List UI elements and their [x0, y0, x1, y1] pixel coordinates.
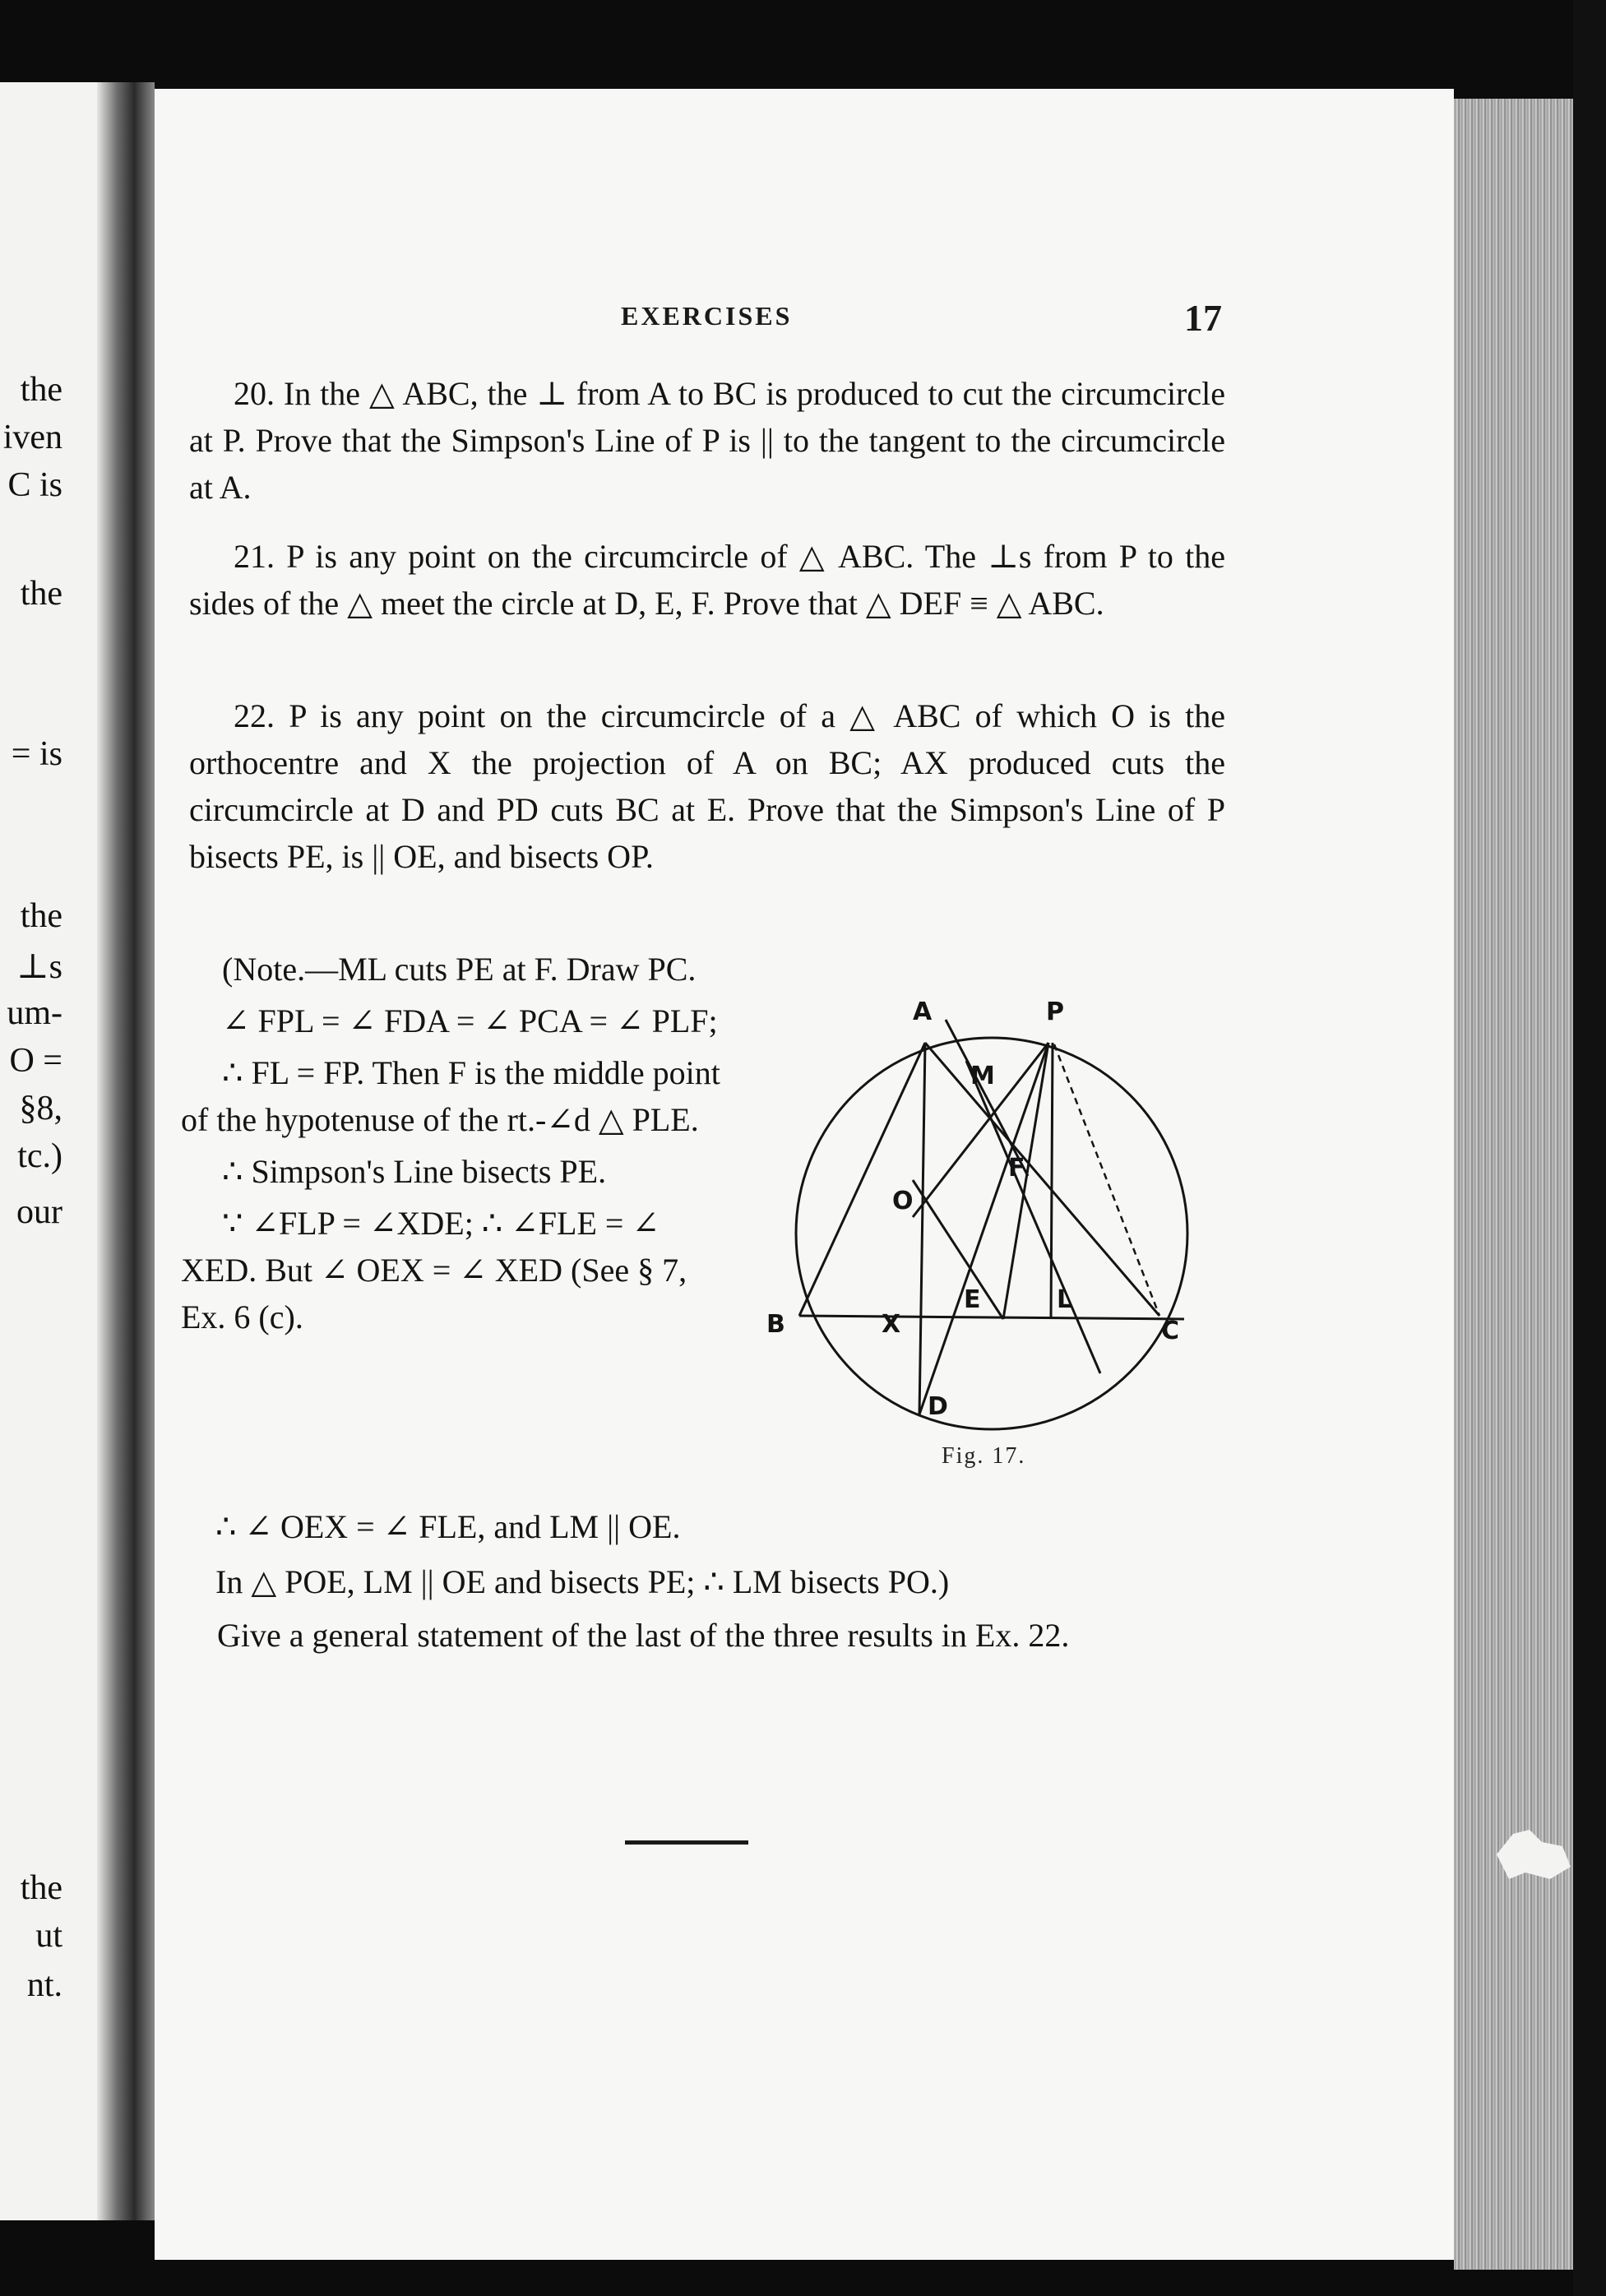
- left-page-fragment: ut: [35, 1917, 62, 1955]
- line-OE: [913, 1180, 1003, 1319]
- left-page-fragment: O =: [9, 1042, 62, 1080]
- exercise-number: 21.: [234, 538, 275, 575]
- exercise-text: P is any point on the circumcircle of △ ABC. The ⊥s from P to the sides of the △ meet the circle at D, E, F. Prove that △ DEF ≡ △ ABC.: [189, 538, 1226, 622]
- label-E: E: [964, 1285, 981, 1314]
- running-head: EXERCISES: [621, 301, 793, 331]
- page-number: 17: [1184, 297, 1222, 339]
- note-line: ∴ FL = FP. Then F is the middle point of the hypotenuse of the rt.-∠d △ PLE.: [181, 1054, 720, 1138]
- exercise-20: [189, 370, 1225, 511]
- left-page-fragment: the: [20, 575, 62, 613]
- left-page-fragment: C is: [7, 466, 62, 504]
- label-A: A: [913, 998, 933, 1026]
- figure-caption: Fig. 17.: [942, 1443, 1026, 1469]
- note-line: ∠ FPL = ∠ FDA = ∠ PCA = ∠ PLF;: [222, 1002, 718, 1039]
- label-F: F: [1008, 1154, 1025, 1183]
- label-L: L: [1057, 1285, 1073, 1314]
- exercise-number: 20.: [234, 375, 275, 412]
- note-line: ∵ ∠FLP = ∠XDE; ∴ ∠FLE = ∠ XED. But ∠ OEX = ∠ XED (See § 7, Ex. 6 (c).: [181, 1205, 687, 1335]
- note-continuation: [215, 1503, 1219, 1605]
- exercise-21: [189, 533, 1225, 627]
- side-AB: [799, 1043, 925, 1316]
- left-page-fragment: nt.: [26, 1966, 62, 2004]
- closing-question: Give a general statement of the last of the three results in Ex. 22.: [217, 1617, 1070, 1654]
- left-page-fragment: §8,: [19, 1090, 62, 1127]
- left-page-fragment: the: [20, 1869, 62, 1907]
- label-B: B: [766, 1310, 785, 1339]
- note-line: ∴ ∠ OEX = ∠ FLE, and LM || OE.: [215, 1508, 681, 1545]
- side-BC: [799, 1316, 1184, 1319]
- background-dark: [1573, 0, 1606, 2296]
- line-from-A: [946, 1020, 1028, 1176]
- exercise-number: 22.: [234, 697, 275, 734]
- end-rule: [625, 1840, 748, 1845]
- geometry-figure: [757, 987, 1217, 1447]
- torn-paper-fragment: [1493, 1822, 1575, 1887]
- circumcircle: [796, 1038, 1187, 1429]
- label-X: X: [882, 1310, 901, 1339]
- line-ML: [966, 1061, 1100, 1373]
- left-page-fragment: = is: [11, 735, 62, 773]
- book-gutter: [97, 82, 155, 2220]
- left-page-fragment: um-: [7, 994, 62, 1032]
- left-page-fragment: tc.): [17, 1137, 62, 1175]
- label-M: M: [970, 1062, 995, 1090]
- exercise-text: In the △ ABC, the ⊥ from A to BC is produced to cut the circumcircle at P. Prove that the Simpson's Line of P is || to the tangent to the circumcircle at A.: [189, 375, 1226, 506]
- label-O: O: [892, 1187, 914, 1215]
- left-page-fragment: our: [16, 1193, 62, 1231]
- dashed-PC: [1054, 1044, 1159, 1316]
- label-D: D: [928, 1392, 948, 1421]
- exercise-text: P is any point on the circumcircle of a △ ABC of which O is the orthocentre and X the projection of A on BC; AX produced cuts the circumcircle at D and PD cuts BC at E. Prove that the Simpson's Line of P bisects PE, is || OE, and bisects OP.: [189, 697, 1225, 875]
- exercise-22: [189, 692, 1225, 880]
- note-line: (Note.—ML cuts PE at F. Draw PC.: [222, 951, 697, 988]
- note-line: In △ POE, LM || OE and bisects PE; ∴ LM bisects PO.): [215, 1563, 950, 1600]
- note-column: [181, 946, 724, 1340]
- note-line: ∴ Simpson's Line bisects PE.: [222, 1153, 607, 1190]
- left-page-fragment: ⊥s: [16, 948, 62, 986]
- label-P: P: [1046, 998, 1064, 1026]
- label-C: C: [1161, 1317, 1180, 1345]
- page-edges: [1454, 99, 1573, 2270]
- altitude-AD: [919, 1043, 925, 1414]
- line-PD: [919, 1043, 1048, 1414]
- line-PL: [1051, 1043, 1053, 1319]
- left-page-fragment: the: [20, 371, 62, 409]
- left-page-fragment: iven: [2, 419, 62, 456]
- left-page-fragment: the: [20, 897, 62, 935]
